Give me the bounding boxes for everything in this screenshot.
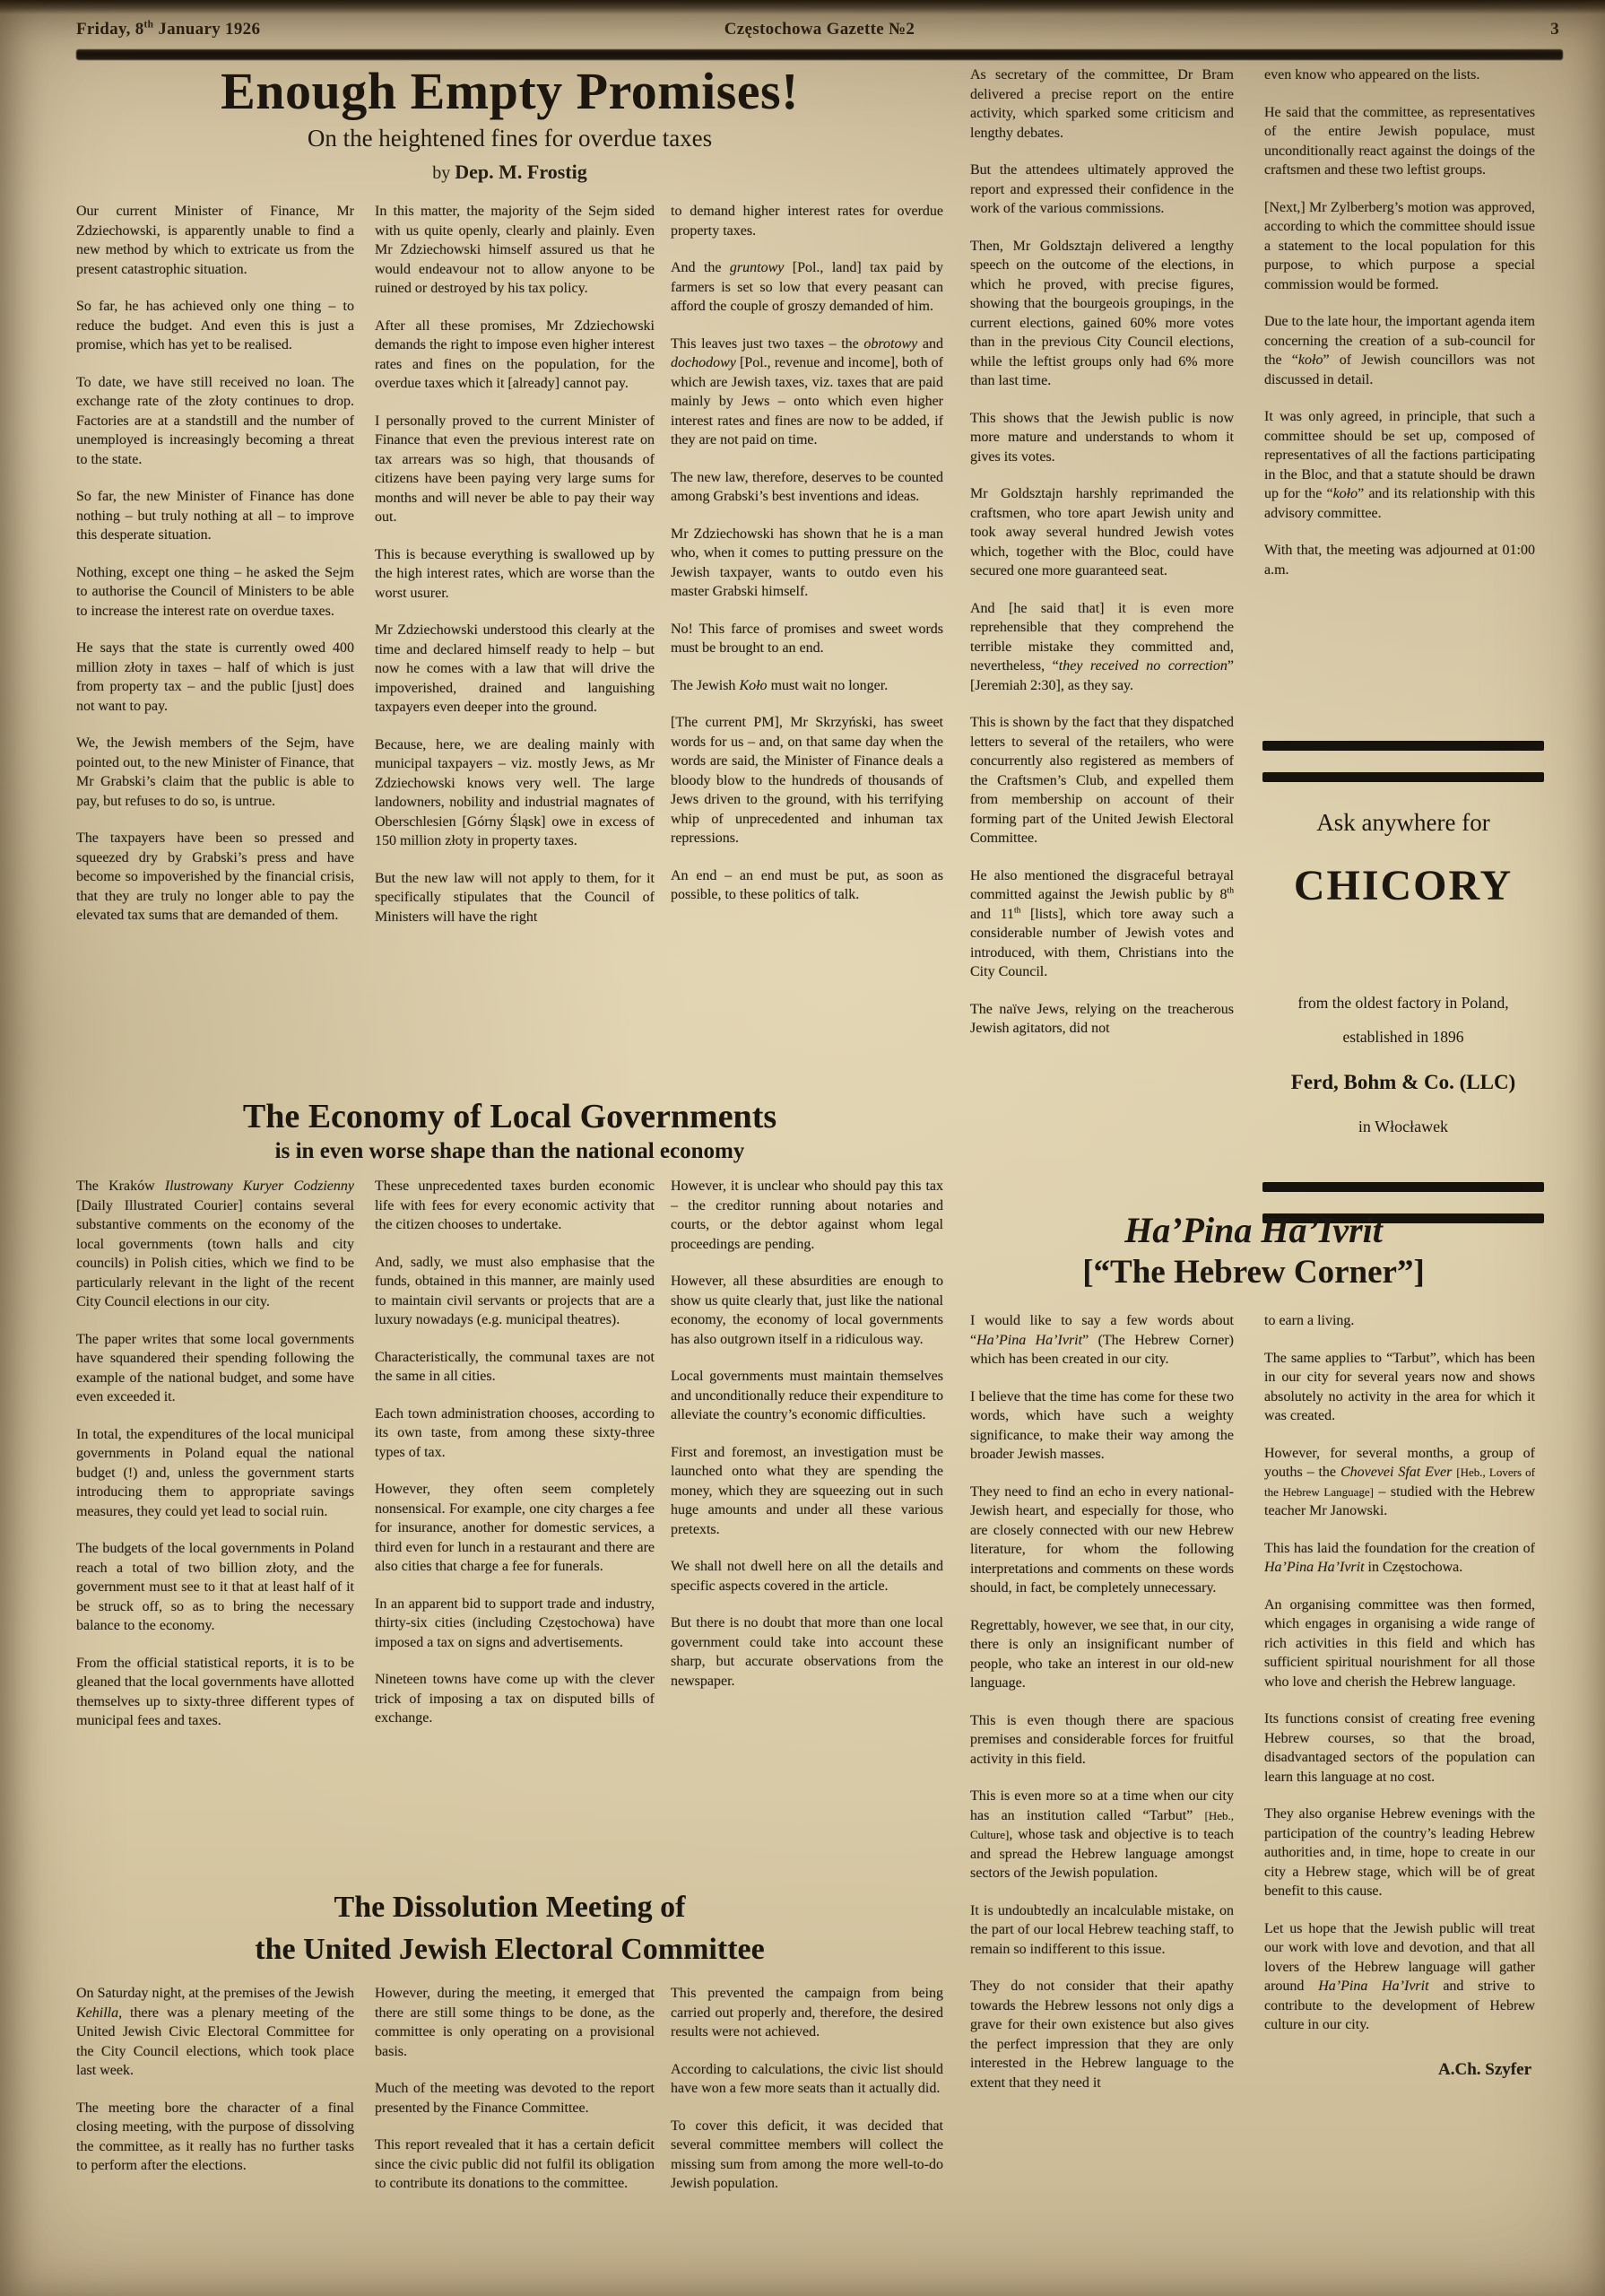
paragraph: I believe that the time has come for these two words, which have such a weighty significance, to make their way among the broader Jewish masses. [970, 1388, 1234, 1462]
paragraph: From the official statistical reports, it is to be gleaned that the local governments have allotted themselves up to sixty-three different types of municipal fees and taxes. [76, 1655, 354, 1728]
paragraph: Our current Minister of Finance, Mr Zdziechowski, is apparently unable to find a new method by which to extricate us from the present catastrophic situation. [76, 204, 354, 277]
paragraph: This is even more so at a time when our city has an institution called “Tarbut” [Heb., Culture], whose task and objective is to teach and spread the Hebrew language amongst sectors of the Jewish population. [970, 1788, 1234, 1881]
paragraph: After all these promises, Mr Zdziechowski demands the right to impose even higher interest rates and fines on the population, for the overdue taxes which it [already] cannot pay. [375, 317, 655, 391]
paragraph: On Saturday night, at the premises of the Jewish Kehilla, there was a plenary meeting of the United Jewish Civic Electoral Committee for the City Council elections, which took place last week. [76, 1986, 354, 2078]
paragraph: [Next,] Mr Zylberberg’s motion was approved, according to which the committee should issue a statement to the local population for this purpose, to which purpose a special commission would be formed. [1264, 199, 1535, 292]
header-date: Friday, 8th January 1926 [76, 19, 261, 39]
page-number: 3 [1550, 20, 1559, 39]
paragraph: Each town administration chooses, according to its own taste, from among these sixty-three types of tax. [375, 1405, 655, 1460]
byline-prefix: by [432, 163, 451, 184]
paragraph: They also organise Hebrew evenings with the participation of the country’s leading Hebrew authorities and, in time, hope to create in our city a Hebrew stage, which will be of great benefit to this cause. [1264, 1806, 1535, 1899]
dissolution-column-2 [375, 1984, 655, 2296]
advert-rule-top-2 [1262, 772, 1544, 782]
paragraph: We, the Jewish members of the Sejm, have pointed out, to the new Minister of Finance, that Mr Grabski’s claim that the public is able to pay, but refuses to do so, is untrue. [76, 735, 354, 809]
byline-name: Dep. M. Frostig [455, 161, 587, 184]
advert-factory-line: from the oldest factory in Poland, [1297, 994, 1509, 1012]
paragraph: Regrettably, however, we see that, in our city, there is only an insignificant number of people, who take an interest in our old-new language. [970, 1617, 1234, 1691]
paragraph: Then, Mr Goldsztajn delivered a lengthy speech on the outcome of the elections, in which he proved, with precise figures, showing that the bourgeois groupings, in the current elections, gained 60% more votes than in the previous City Council elections, while the leftist groups only had 6% more than last time. [970, 238, 1234, 388]
scan-top-edge [0, 0, 1605, 14]
paragraph: But there is no doubt that more than one local government could take into account these sharp, but accurate observations from the newspaper. [671, 1615, 943, 1689]
paragraph: Nineteen towns have come up with the clever trick of imposing a tax on disputed bills of exchange. [375, 1672, 655, 1726]
paragraph: To date, we have still received no loan. The exchange rate of the złoty continues to drop. Factories are at a standstill and the number of unemployed is increasingly becoming a threat to the state. [76, 374, 354, 467]
paragraph: This leaves just two taxes – the obrotowy and dochodowy [Pol., revenue and income], both of which are Jewish taxes, viz. taxes that are paid mainly by Jews – onto which even higher interest rates and fines are now to be added, if they are not paid on time. [671, 335, 943, 448]
paragraph: We shall not dwell here on all the details and specific aspects covered in the article. [671, 1559, 943, 1594]
paragraph: The same applies to “Tarbut”, which has been in our city for several years now and shows absolutely no activity in the area for which it was created. [1264, 1350, 1535, 1423]
paragraph: However, all these absurdities are enough to show us quite clearly that, just like the national economy, the economy of local governments has also outgrown itself in a ridiculous way. [671, 1274, 943, 1347]
paragraph: to demand higher interest rates for overdue property taxes. [671, 204, 943, 239]
paragraph: [The current PM], Mr Skrzyński, has sweet words for us – and, on that same day when the words are said, the Minister of Finance deals a bloody blow to the hundreds of thousands of Jews driven to the ground, with his terrifying whip of unprecedented and inhuman tax repressions. [671, 715, 943, 846]
paragraph: No! This farce of promises and sweet words must be brought to an end. [671, 621, 943, 656]
paragraph: But the new law will not apply to them, for it specifically stipulates that the Council of Ministers will have the right [375, 870, 655, 925]
advert-city-line: in Włocławek [1358, 1118, 1449, 1135]
masthead-title: Częstochowa Gazette №2 [724, 20, 915, 39]
paragraph: The budgets of the local governments in Poland reach a total of two billion złoty, and the government must see to it that at least half of it be struck off, so as to bring the necessary balance to the economy. [76, 1541, 354, 1633]
paragraph: Mr Goldsztajn harshly reprimanded the craftsmen, who tore apart Jewish unity and took away several hundred Jewish votes which, together with the Bloc, could have secured one more guaranteed seat. [970, 486, 1234, 578]
author-signature: A.Ch. Szyfer [1438, 2059, 1531, 2079]
advert-brand-name: CHICORY [1293, 862, 1514, 909]
headline-economy: The Economy of Local Governments [242, 1098, 777, 1135]
advert-rule-top-1 [1262, 741, 1544, 751]
article-promises-header [76, 62, 943, 184]
paragraph: He says that the state is currently owed 400 million złoty in taxes – half of which is just from property tax – and the public [just] does not want to pay. [76, 640, 354, 714]
paragraph: With that, the meeting was adjourned at 01:00 a.m. [1264, 543, 1535, 578]
headline-hebrew-corner-line2: [“The Hebrew Corner”] [1082, 1254, 1425, 1291]
headline-dissolution [76, 1887, 943, 1971]
paragraph: This report revealed that it has a certain deficit since the civic public did not fulfil its obligation to contribute its donations to the committee. [375, 2137, 655, 2191]
promises-column-3 [671, 202, 943, 1099]
paragraph: It was only agreed, in principle, that such a committee should be set up, composed of representatives of all the factions participating in the Bloc, and that a statute should be drawn up for the “koło” and its relationship with this advisory committee. [1264, 409, 1535, 521]
paragraph: Much of the meeting was devoted to the report presented by the Finance Committee. [375, 2081, 655, 2116]
paragraph: They need to find an echo in every national-Jewish heart, and especially for those, who are closely connected with our new Hebrew literature, for whom the following interpretations and comments on these words should, in fact, be completely unnecessary. [970, 1483, 1234, 1596]
paragraph: Characteristically, the communal taxes are not the same in all cities. [375, 1349, 655, 1384]
headline-dissolution-line2: the United Jewish Electoral Committee [255, 1932, 765, 1966]
promises-column-1 [76, 202, 354, 1099]
paragraph: However, they often seem completely nonsensical. For example, one city charges a fee for insurance, another for domestic services, a third even for lunch in a restaurant and there are also cities that charge a fee for funerals. [375, 1482, 655, 1574]
advert-lead-line: Ask anywhere for [1316, 809, 1490, 836]
subhead-economy: is in even worse shape than the national economy [274, 1139, 745, 1163]
article-economy-header [76, 1100, 943, 1164]
hebrew-corner-column-5 [1264, 1311, 1535, 2293]
paragraph: This is even though there are spacious premises and considerable forces for fruitful activity in this field. [970, 1712, 1234, 1767]
paragraph: And, sadly, we must also emphasise that the funds, obtained in this manner, are mainly used to maintain civil servants or projects that are a luxury nowadays (e.g. municipal theatres). [375, 1254, 655, 1327]
paragraph: The new law, therefore, deserves to be counted among Grabski’s best inventions and ideas. [671, 469, 943, 504]
paragraph: And [he said that] it is even more reprehensible that they comprehend the terrible mistake they committed and, nevertheless, “they received no correction” [Jeremiah 2:30], as they say. [970, 600, 1234, 693]
paragraph: But the attendees ultimately approved the report and expressed their confidence in the work of the various commissions. [970, 162, 1234, 216]
subhead-promises: On the heightened fines for overdue taxes [307, 125, 713, 152]
paragraph: So far, the new Minister of Finance has done nothing – but truly nothing at all – to improve this desperate situation. [76, 489, 354, 543]
paragraph: This is because everything is swallowed up by the high interest rates, which are worse than the worst usurer. [375, 546, 655, 601]
paragraph: The Jewish Koło must wait no longer. [671, 677, 889, 693]
paragraph: The paper writes that some local governments have squandered their spending following the example of the national budget, and some have even exceeded it. [76, 1331, 354, 1405]
headline-promises: Enough Empty Promises! [221, 62, 799, 120]
economy-column-3 [671, 1177, 943, 1890]
paragraph: Mr Zdziechowski has shown that he is a man who, when it comes to putting pressure on the Jewish taxpayer, wants to outdo even his master Grabski himself. [671, 526, 943, 599]
advert-established-line: established in 1896 [1342, 1028, 1464, 1046]
paragraph: An end – an end must be put, as soon as possible, to these politics of talk. [671, 867, 943, 902]
page-header [76, 20, 1563, 47]
headline-hebrew-corner-line1: Ha’Pina Ha’Ivrit [1124, 1210, 1383, 1250]
paragraph: The naïve Jews, relying on the treacherous Jewish agitators, did not [970, 1001, 1234, 1036]
promises-column-2 [375, 202, 655, 1099]
dissolution-continuation-column-5 [1264, 65, 1535, 731]
paragraph: to earn a living. [1264, 1313, 1355, 1328]
paragraph: This has laid the foundation for the creation of Ha’Pina Ha’Ivrit in Częstochowa. [1264, 1540, 1535, 1575]
paragraph: However, for several months, a group of youths – the Chovevei Sfat Ever [Heb., Lovers of the Hebrew Language] – studied with the Hebrew teacher Mr Janowski. [1264, 1445, 1535, 1518]
advert-rule-bottom-1 [1262, 1182, 1544, 1192]
economy-column-2 [375, 1177, 655, 1890]
paragraph: The taxpayers have been so pressed and squeezed dry by Grabski’s press and have become so impoverished by the financial crisis, that they are truly no longer able to pay the elevated tax sums that are demanded of them. [76, 831, 354, 923]
article-dissolution-header [76, 1887, 943, 1971]
advert-company-name: Ferd, Bohm & Co. (LLC) [1290, 1071, 1516, 1093]
paragraph: In an apparent bid to support trade and industry, thirty-six cities (including Częstochowa) have imposed a tax on signs and advertisements. [375, 1596, 655, 1650]
paragraph: They do not consider that their apathy towards the Hebrew lessons not only digs a grave for their own existence but also gives the perfect impression that they are only interested in the Hebrew language to the extent that they need it [970, 1979, 1234, 2091]
paragraph: However, during the meeting, it emerged that there are still some things to be done, as the committee is only operating on a provisional basis. [375, 1986, 655, 2059]
paragraph: The Kraków Ilustrowany Kuryer Codzienny [Daily Illustrated Courier] contains several substantive comments on the economy of the local governments (town halls and city councils) in Polish cities, which we find to be particularly relevant in the light of the recent City Council elections in our city. [76, 1178, 354, 1309]
paragraph: However, it is unclear who should pay this tax – the creditor running about notaries and courts, or the debtor against whom legal proceedings are pending. [671, 1178, 943, 1252]
paragraph: As secretary of the committee, Dr Bram delivered a precise report on the entire activity, which sparked some criticism and lengthy debates. [970, 67, 1234, 141]
dissolution-continuation-column-4 [970, 65, 1234, 1212]
paragraph: The meeting bore the character of a final closing meeting, with the purpose of dissolving the committee, as it really has no further tasks to perform after the elections. [76, 2100, 354, 2173]
paragraph: He also mentioned the disgraceful betrayal committed against the Jewish public by 8th and 11th [lists], which tore away such a considerable number of Jewish votes and introduced, with them, Christians into the City Council. [970, 867, 1234, 979]
paragraph: Nothing, except one thing – he asked the Sejm to authorise the Council of Ministers to be able to increase the interest rate on overdue taxes. [76, 564, 354, 619]
paragraph: First and foremost, an investigation must be launched onto what they are spending the money, which they are squeezing out in such huge amounts and under all these various pretexts. [671, 1444, 943, 1537]
hebrew-corner-column-4 [970, 1311, 1234, 2284]
paragraph: He said that the committee, as representatives of the entire Jewish populace, must unconditionally react against the doings of the craftsmen and these two leftist groups. [1264, 104, 1535, 178]
paragraph: In total, the expenditures of the local municipal governments in Poland equal the national budget (!) and, unless the government starts introducing them to appropriate savings measures, they could yet lead to social ruin. [76, 1426, 354, 1519]
header-rule [76, 49, 1563, 60]
paragraph: Let us hope that the Jewish public will treat our work with love and devotion, and that all lovers of the Hebrew language will gather around Ha’Pina Ha’Ivrit and strive to contribute to the development of Hebrew culture in our city. [1264, 1920, 1535, 2032]
paragraph: This is shown by the fact that they dispatched letters to several of the retailers, who were concurrently also registered as members of the Craftsmen’s Club, and expelled them from membership on account of their forming part of the United Jewish Electoral Committee. [970, 715, 1234, 846]
economy-column-1 [76, 1177, 354, 1890]
dissolution-column-3 [671, 1984, 943, 2296]
paragraph: It is undoubtedly an incalculable mistake, on the part of our local Hebrew teaching staff, to remain so indifferent to this issue. [970, 1902, 1234, 1957]
paragraph: I would like to say a few words about “Ha’Pina Ha’Ivrit” (The Hebrew Corner) which has been created in our city. [970, 1313, 1234, 1367]
paragraph: Local governments must maintain themselves and unconditionally reduce their expenditure to alleviate the country’s economic difficulties. [671, 1369, 943, 1422]
paragraph: So far, he has achieved only one thing – to reduce the budget. And even this is just a promise, which has yet to be realised. [76, 299, 354, 352]
paragraph: I personally proved to the current Minister of Finance that even the previous interest rate on tax arrears was so high, that thousands of citizens have been paying very large sums for months and will never be able to pay their way out. [375, 413, 655, 525]
article-hebrew-corner-header [970, 1210, 1537, 1291]
paragraph: These unprecedented taxes burden economic life with fees for every economic activity that the citizen chooses to undertake. [375, 1178, 655, 1232]
paragraph: This shows that the Jewish public is now more mature and understands to whom it gives its votes. [970, 410, 1234, 465]
byline [76, 161, 943, 184]
paragraph: In this matter, the majority of the Sejm sided with us quite openly, clearly and plainly. Even Mr Zdziechowski himself assured us that he would endeavour not to allow anyone to be ruined or destroyed by his tax policy. [375, 204, 655, 296]
hebrew-corner-column-5-paragraphs [1264, 1311, 1535, 2035]
paragraph: Because, here, we are dealing mainly with municipal taxpayers – viz. mostly Jews, as Mr Zdziechowski knows very well. The large landowners, nobility and industrial magnates of Oberschlesien [Górny Śląsk] owe in excess of 150 million złoty in property taxes. [375, 736, 655, 848]
paragraph: even know who appeared on the lists. [1264, 67, 1480, 83]
paragraph: This prevented the campaign from being carried out properly and, therefore, the desired results were not achieved. [671, 1986, 943, 2039]
paragraph: Due to the late hour, the important agenda item concerning the creation of a sub-council for the “koło” of Jewish councillors was not discussed in detail. [1264, 314, 1535, 387]
paragraph: According to calculations, the civic list should have won a few more seats than it actually did. [671, 2061, 943, 2096]
paragraph: Its functions consist of creating free evening Hebrew courses, so that the broad, disadvantaged sectors of the population can learn this language at no cost. [1264, 1711, 1535, 1785]
paragraph: Mr Zdziechowski understood this clearly at the time and declared himself ready to help – but now he comes with a law that will drive the impoverished, drained and languishing taxpayers even deeper into the ground. [375, 622, 655, 715]
paragraph: An organising committee was then formed, which engages in organising a wide range of rich activities in this field and which has sufficient spiritual nourishment for all those who love and cherish the Hebrew language. [1264, 1596, 1535, 1690]
headline-dissolution-line1: The Dissolution Meeting of [334, 1891, 686, 1924]
dissolution-column-1 [76, 1984, 354, 2296]
paragraph: And the gruntowy [Pol., land] tax paid by farmers is set so low that every peasant can afford the couple of groszy demanded of him. [671, 260, 943, 314]
paragraph: To cover this deficit, it was decided that several committee members will collect the missing sum from among the more well-to-do Jewish population. [671, 2118, 943, 2191]
